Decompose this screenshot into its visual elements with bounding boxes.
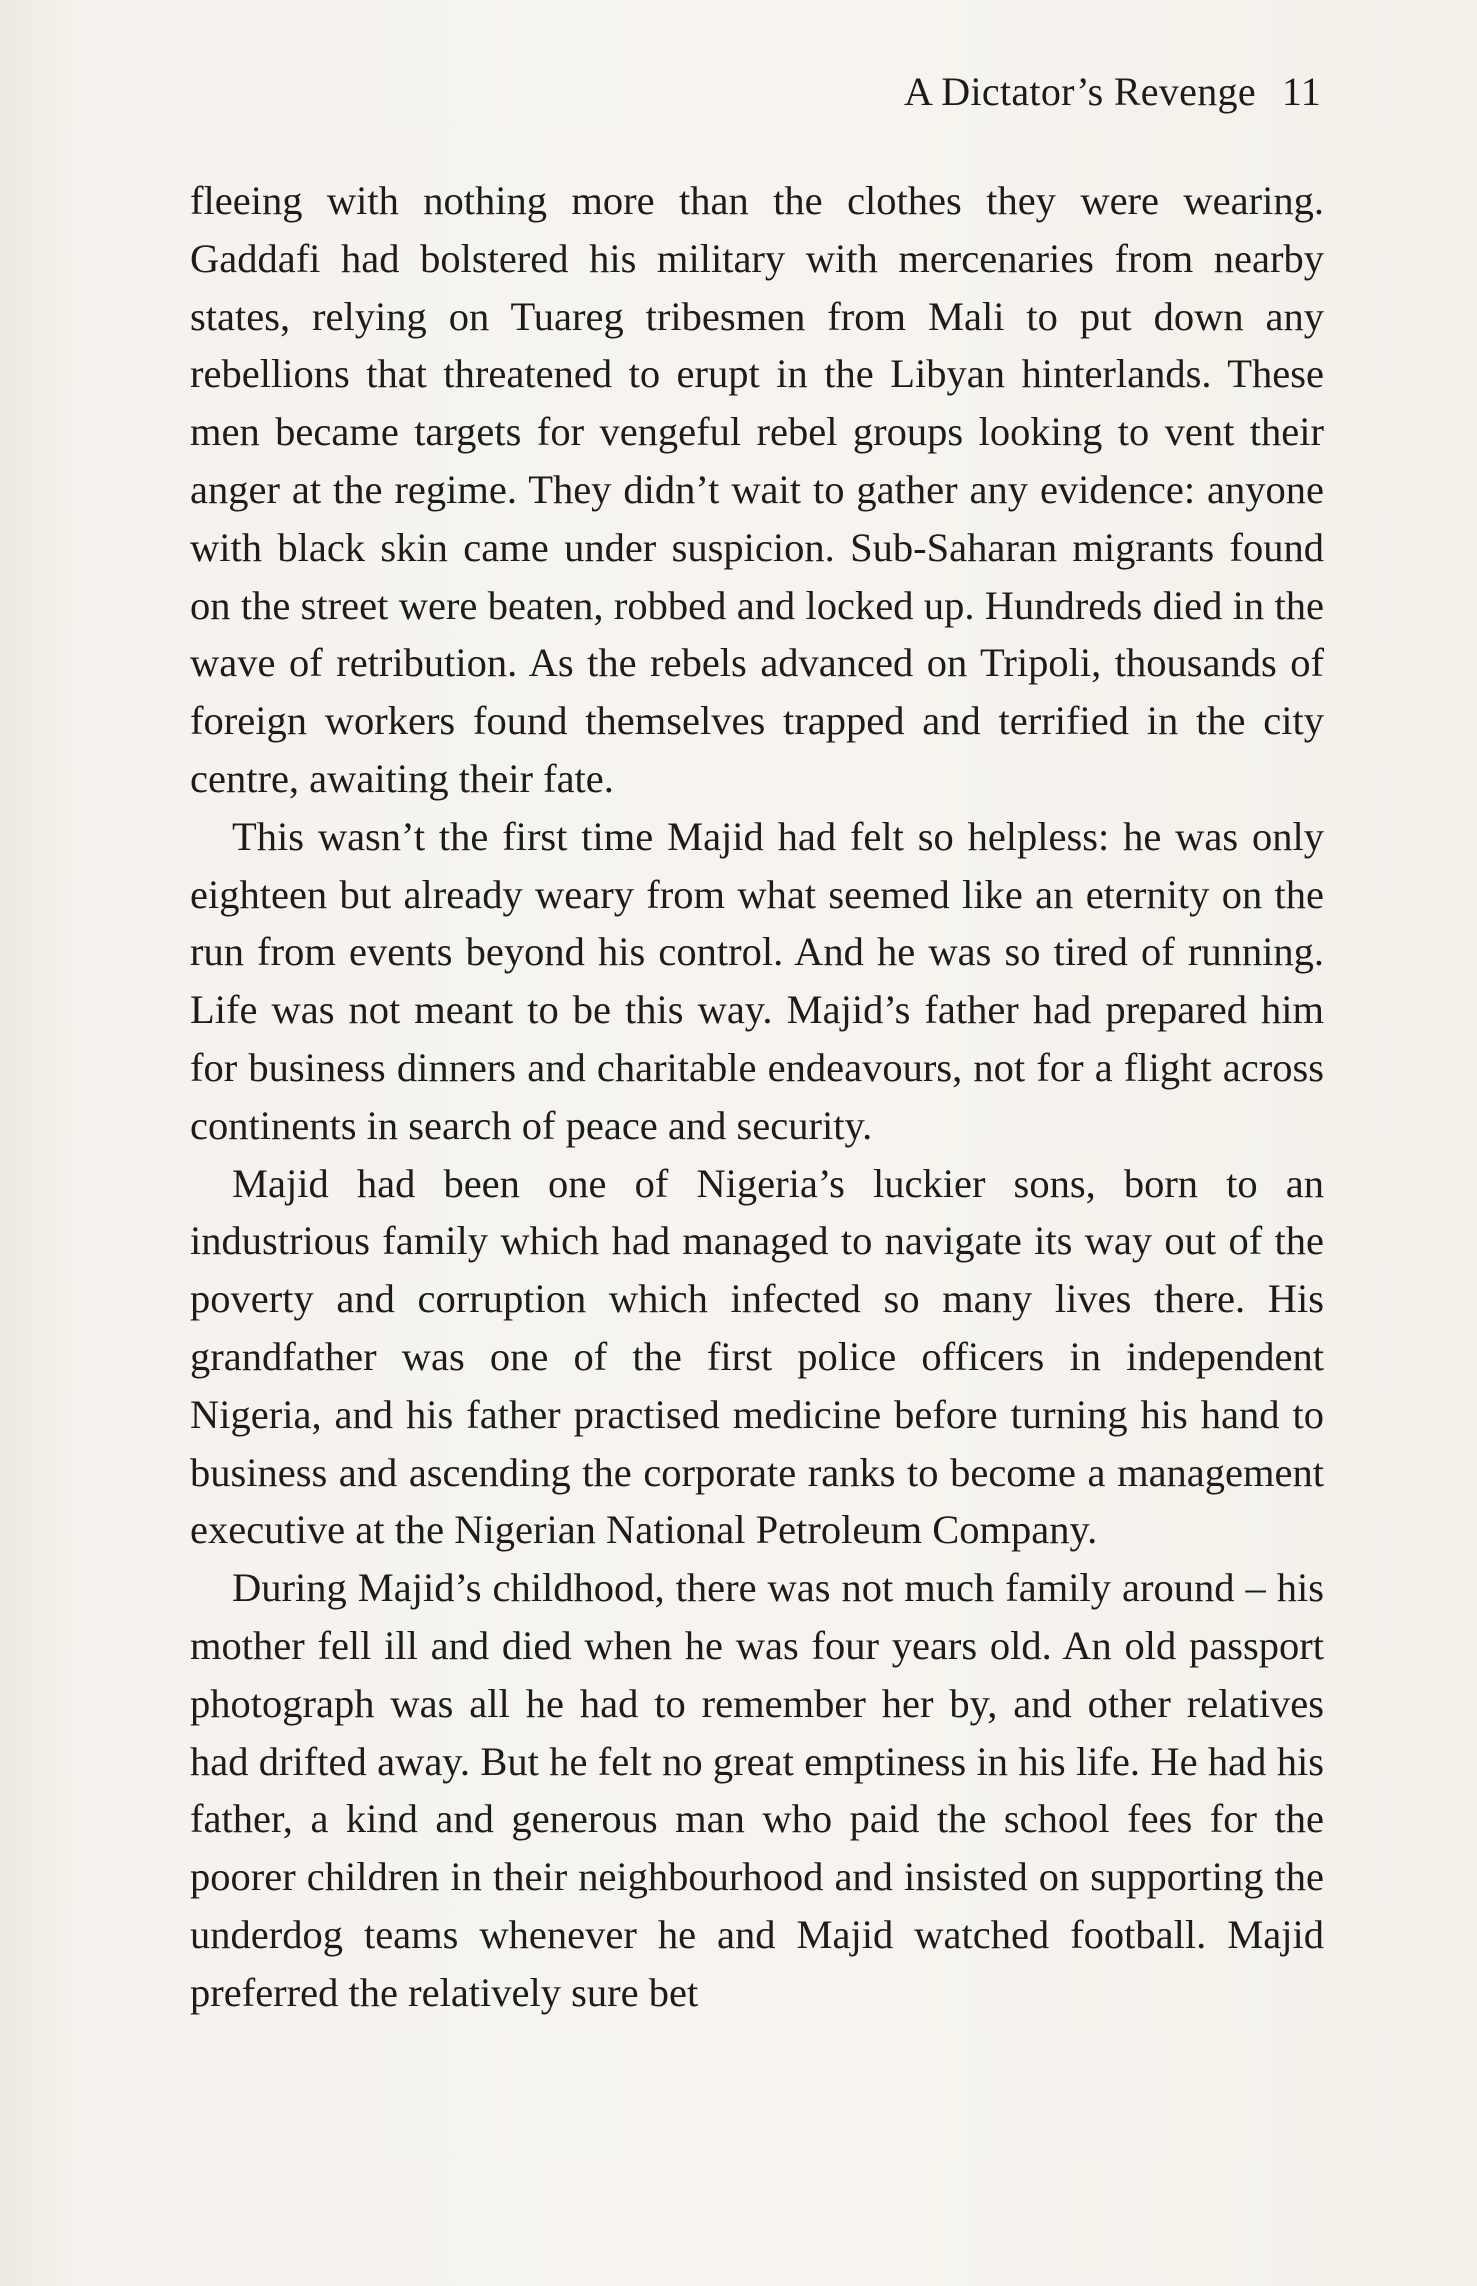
- paragraph: During Majid’s childhood, there was not much family around – his mother fell ill and died when he was four years old. An old passport photograph was all he had to remember her by, and other relatives had drifted away. But he felt no great emptiness in his life. He had his father, a kind and generous man who paid the school fees for the poorer children in their neighbourhood and insisted on supporting the underdog teams whenever he and Majid watched football. Majid preferred the relatively sure bet: [190, 1565, 1324, 2015]
- paragraph: This wasn’t the first time Majid had felt so helpless: he was only eighteen but already weary from what seemed like an eternity on the run from events beyond his control. And he was so tired of running. Life was not meant to be this way. Majid’s father had prepared him for business dinners and charitable endeavours, not for a flight across continents in search of peace and security.: [190, 813, 1324, 1148]
- running-head: [904, 62, 1321, 122]
- body-text: [190, 172, 1324, 2022]
- running-title: A Dictator’s Revenge: [904, 69, 1256, 114]
- paragraph: Majid had been one of Nigeria’s luckier sons, born to an industrious family which had managed to navigate its way out of the poverty and corruption which infected so many lives there. His grandfather was one of the first police officers in independent Nigeria, and his father practised medicine before turning his hand to business and ascending the corporate ranks to become a management executive at the Nigerian National Petroleum Company.: [190, 1160, 1324, 1553]
- paragraph-continued: fleeing with nothing more than the clothes they were wearing. Gaddafi had bolstered his military with mercenaries from nearby states, relying on Tuareg tribesmen from Mali to put down any rebellions that threatened to erupt in the Libyan hinterlands. These men became targets for vengeful rebel groups looking to vent their anger at the regime. They didn’t wait to gather any evidence: anyone with black skin came under suspicion. Sub-Saharan migrants found on the street were beaten, robbed and locked up. Hundreds died in the wave of retribution. As the rebels advanced on Tripoli, thousands of foreign workers found themselves trapped and terrified in the city centre, awaiting their fate.: [190, 178, 1324, 801]
- page-number: 11: [1281, 69, 1321, 114]
